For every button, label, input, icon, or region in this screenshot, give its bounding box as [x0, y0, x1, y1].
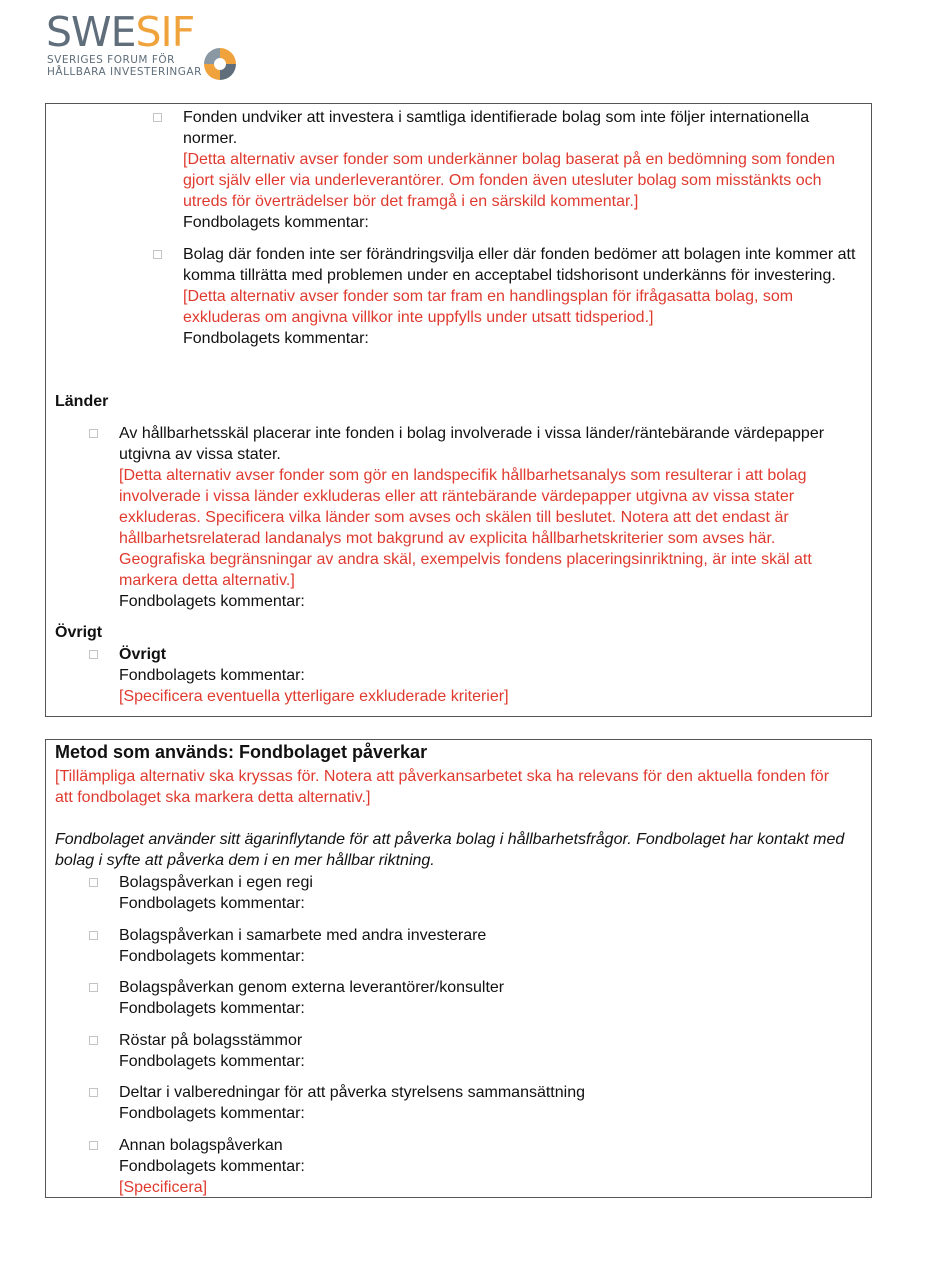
option-other-engagement	[119, 1135, 839, 1198]
option-note: [Specificera eventuella ytterligare exkluderade kriterier]	[119, 688, 509, 705]
option-label: Bolagspåverkan i egen regi	[119, 874, 313, 891]
option-label: Deltar i valberedningar för att påverka styrelsens sammansättning	[119, 1084, 585, 1101]
other-heading: Övrigt	[55, 624, 103, 641]
option-label: Bolagspåverkan genom externa leverantörer/konsulter	[119, 979, 505, 996]
option-own-engagement	[119, 872, 839, 914]
option-note: [Detta alternativ avser fonder som gör en landspecifik hållbarhetsanalys som resulterar i att bolag involverade i vissa länder exkluderas eller att räntebärande värdepapper utgivna av vissa stater exkluderas. Specificera vilka länder som avses och skälen till beslutet. Notera att det endast är hållbarhetsrelaterad landanalys mot bakgrund av explicita hållbarhetskriterier som avses här. Geografiska begränsningar av andra skäl, exempelvis fondens placeringsinriktning, är inte skäl att markera detta alternativ.]	[119, 467, 812, 589]
checkbox-norms-change[interactable]	[153, 250, 162, 259]
option-label: Röstar på bolagsstämmor	[119, 1032, 303, 1049]
checkbox-voting[interactable]	[89, 1036, 98, 1045]
swesif-emblem-icon	[202, 46, 238, 82]
option-label: Övrigt	[119, 646, 167, 663]
option-voting	[119, 1030, 839, 1072]
checkbox-countries[interactable]	[89, 429, 98, 438]
option-countries: Av hållbarhetsskäl placerar inte fonden i bolag involverade i vissa länder/räntebärande värdepapper utgivna av vissa stater. [Detta alternativ avser fonder som gör en landspecifik hållbarhetsanalys som resulterar i att bolag involverade i vissa länder exkluderas eller att räntebärande värdepapper utgivna av vissa stater exkluderas. Specificera vilka länder som avses och skälen till beslutet. Notera att det endast är hållbarhetsrelaterad landanalys mot bakgrund av explicita hållbarhetskriterier som avses här. Geografiska begränsningar av andra skäl, exempelvis fondens placeringsinriktning, är inte skäl att markera detta alternativ.] Fondbolagets kommentar:	[119, 423, 849, 612]
option-label: Annan bolagspåverkan	[119, 1137, 283, 1154]
influence-section	[45, 739, 872, 1198]
checkbox-own-engagement[interactable]	[89, 878, 98, 887]
logo-wordmark: SWESIF	[46, 8, 195, 56]
countries-heading: Länder	[55, 393, 109, 410]
option-note: [Detta alternativ avser fonder som tar fram en handlingsplan för ifrågasatta bolag, som exkluderas om angivna villkor inte uppfylls under utsatt tidsperiod.]	[183, 288, 794, 326]
comment-label: Fondbolagets kommentar:	[119, 1158, 305, 1175]
comment-label: Fondbolagets kommentar:	[119, 1105, 305, 1122]
comment-label: Fondbolagets kommentar:	[119, 948, 305, 965]
exclusion-section	[45, 103, 872, 717]
comment-label: Fondbolagets kommentar:	[119, 667, 305, 684]
logo-tagline: SVERIGES FORUM FÖR HÅLLBARA INVESTERINGAR	[47, 54, 202, 78]
option-label: Bolagspåverkan i samarbete med andra investerare	[119, 927, 487, 944]
comment-label: Fondbolagets kommentar:	[119, 895, 305, 912]
influence-title: Metod som används: Fondbolaget påverkar	[55, 742, 428, 762]
option-note: [Specificera]	[119, 1179, 208, 1196]
influence-instruction: [Tillämpliga alternativ ska kryssas för. Notera att påverkansarbetet ska ha relevans för den aktuella fonden för att fondbolaget ska markera detta alternativ.]	[55, 768, 830, 806]
comment-label: Fondbolagets kommentar:	[183, 214, 369, 231]
checkbox-external-engagement[interactable]	[89, 983, 98, 992]
option-nomination	[119, 1082, 839, 1124]
comment-label: Fondbolagets kommentar:	[183, 330, 369, 347]
option-other	[119, 644, 849, 707]
checkbox-other[interactable]	[89, 650, 98, 659]
option-norms-change: Bolag där fonden inte ser förändringsvilja eller där fonden bedömer att bolagen inte kommer att komma tillrätta med problemen under en acceptabel tidshorisont underkänns för investering. [Detta alternativ avser fonder som tar fram en handlingsplan för ifrågasatta bolag, som exkluderas om angivna villkor inte uppfylls under utsatt tidsperiod.] Fondbolagets kommentar:	[183, 244, 867, 349]
option-norms-all: Fonden undviker att investera i samtliga identifierade bolag som inte följer internationella normer. [Detta alternativ avser fonder som underkänner bolag baserat på en bedömning som fonden gjort själv eller via underleverantörer. Om fonden även utesluter bolag som misstänkts och utreds för överträdelser bör det framgå i en särskild kommentar.] Fondbolagets kommentar:	[183, 107, 863, 233]
comment-label: Fondbolagets kommentar:	[119, 1000, 305, 1017]
comment-label: Fondbolagets kommentar:	[119, 1053, 305, 1070]
option-note: [Detta alternativ avser fonder som underkänner bolag baserat på en bedömning som fonden gjort själv eller via underleverantörer. Om fonden även utesluter bolag som misstänkts och utreds för överträdelser bör det framgå i en särskild kommentar.]	[183, 151, 835, 210]
checkbox-collab-engagement[interactable]	[89, 931, 98, 940]
swesif-logo	[46, 10, 246, 82]
option-external-engagement	[119, 977, 839, 1019]
checkbox-norms-all[interactable]	[153, 113, 162, 122]
checkbox-other-engagement[interactable]	[89, 1141, 98, 1150]
comment-label: Fondbolagets kommentar:	[119, 593, 305, 610]
influence-description: Fondbolaget använder sitt ägarinflytande för att påverka bolag i hållbarhetsfrågor. Fondbolaget har kontakt med bolag i syfte att påverka dem i en mer hållbar riktning.	[55, 831, 845, 869]
option-collab-engagement	[119, 925, 839, 967]
checkbox-nomination[interactable]	[89, 1088, 98, 1097]
